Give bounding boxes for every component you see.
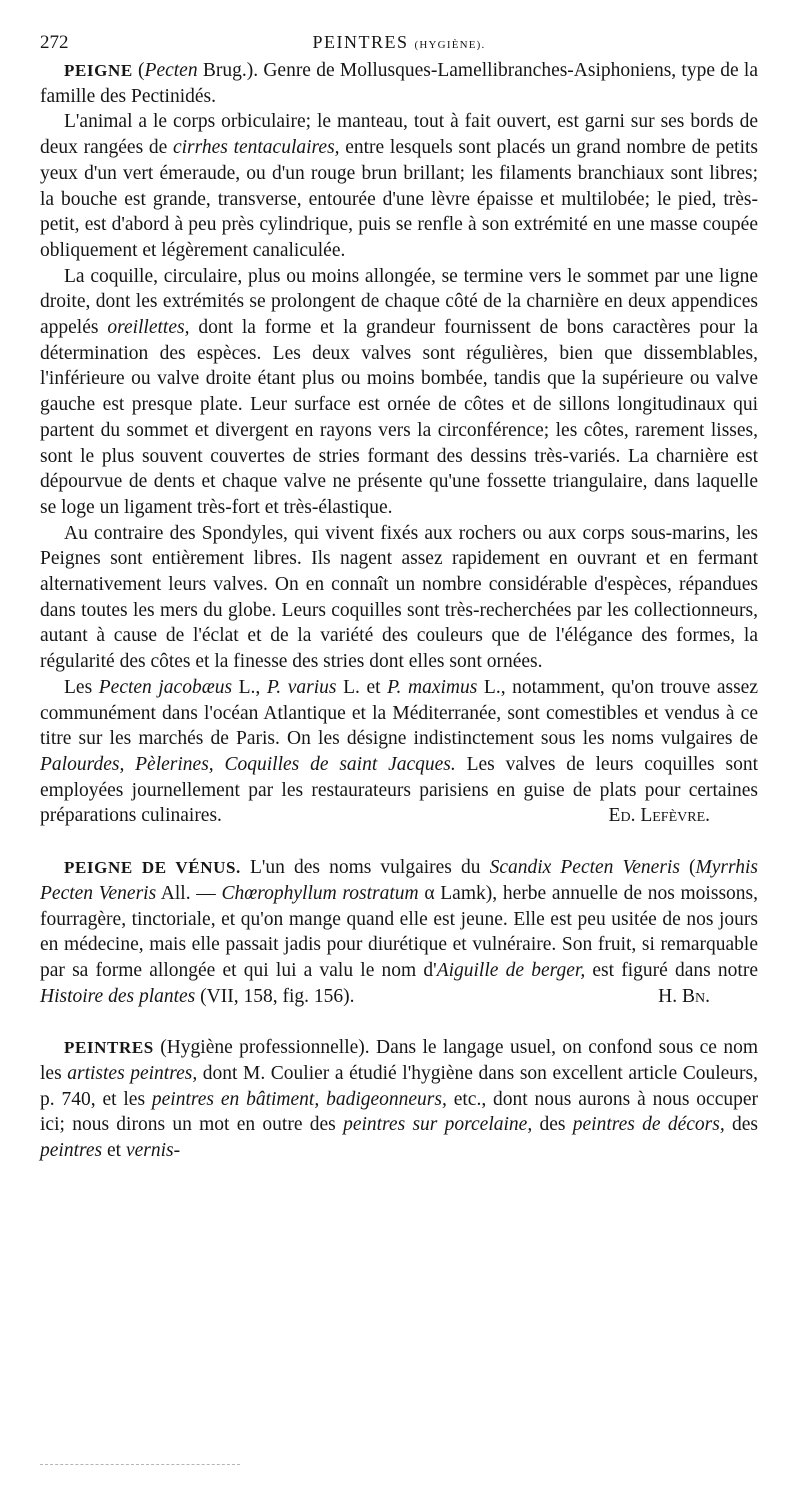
text-run: L.,	[232, 676, 267, 698]
author-signature: H. Bn.	[658, 985, 710, 1007]
text-run: L'animal a le corps orbiculaire; le manteau, tout à fait ouvert, est garni sur ses bords de deux rangées de	[40, 111, 758, 159]
italic-run: peintres sur porcelaine,	[343, 1114, 533, 1136]
italic-run: Palourdes, Pèlerines, Coquilles de saint Jacques.	[40, 753, 456, 775]
italic-run: Scandix Pecten Veneris	[489, 857, 680, 879]
italic-run: Chœrophyllum rostratum	[221, 882, 419, 904]
text-run: entre lesquels sont placés un grand nombre de petits yeux d'un vert émeraude, ou d'un rouge brun brillant; les filaments branchiaux sont libres; la bouche est grande, transverse, entourée d'une lèvre épaisse et multilobée; le pied, très-petit, est d'abord à peu près cylindrique, puis se renfle à son extrémité en une masse coupée obliquement et légèrement canaliculée.	[40, 137, 758, 261]
text-run: L'un des noms vulgaires du	[240, 857, 490, 879]
italic-run: Pecten	[144, 60, 198, 81]
entry-peintres	[40, 1035, 758, 1164]
italic-run: cirrhes tentaculaires,	[172, 137, 340, 159]
italic-run: Aiguille de berger,	[436, 959, 586, 981]
text-run: etc., dont nous aurons à nous occuper ici; nous dirons un mot en outre des	[40, 1088, 758, 1136]
page-header	[40, 0, 758, 58]
text-run: dont M. Coulier a étudié l'hygiène dans son excellent article Couleurs, p. 740, et les	[40, 1063, 758, 1110]
italic-run: peintres	[40, 1140, 103, 1162]
entry-term: PEIGNE DE VÉNUS.	[64, 858, 241, 878]
italic-run: Myrrhis Pecten Veneris	[40, 857, 759, 904]
entry-separator	[40, 829, 758, 855]
italic-run: peintres en bâtiment, badigeonneurs,	[151, 1088, 447, 1110]
paragraph	[40, 109, 758, 263]
text-run: Les	[64, 676, 99, 698]
italic-run: oreillettes,	[107, 317, 190, 339]
text-run: (	[132, 60, 145, 81]
italic-run: Pecten jacobæus	[98, 676, 233, 698]
paragraph	[40, 1035, 758, 1164]
author-signature: Ed. Lefèvre.	[608, 805, 710, 827]
text-run: (VII, 158, fig. 156).	[195, 985, 355, 1007]
footer-rule	[40, 1464, 240, 1465]
entry-term: PEIGNE	[64, 61, 133, 80]
paragraph	[40, 675, 758, 829]
text-run: Brug.). Genre de Mollusques-Lamellibranches-Asiphoniens, type de la famille des Pectinidés.	[40, 60, 758, 107]
italic-run: vernis-	[125, 1140, 181, 1162]
entry-peigne-de-venus	[40, 855, 758, 1009]
entry-separator	[40, 1009, 758, 1035]
page-number: 272	[40, 32, 69, 53]
running-title	[40, 32, 758, 53]
running-title-main: PEINTRES	[312, 32, 409, 52]
text-run: dont la forme et la grandeur fournissent de bons caractères pour la détermination des espèces. Les deux valves sont régulières, bien que dissemblables, l'inférieure ou valve droite étant plus ou moins bombée, tandis que la supérieure ou valve gauche est presque plate. Leur surface est ornée de côtes et de sillons longitudinaux qui partent du sommet et divergent en rayons vers la circonférence; les côtes, rarement lisses, sont le plus souvent couvertes de stries formant des dessins très-variés. La charnière est dépourvue de dents et chaque valve ne présente qu'une fossette triangulaire, dans laquelle se loge un ligament très-fort et très-élastique.	[40, 317, 758, 518]
text-run: L. et	[336, 676, 388, 698]
text-run: Les valves de leurs coquilles sont employées journellement par les restaurateurs parisiens en guise de plats pour certaines préparations culinaires.	[40, 753, 758, 827]
text-run: All. —	[156, 882, 222, 904]
italic-run: artistes peintres,	[67, 1063, 198, 1085]
text-run: L., notamment, qu'on trouve assez communément dans l'océan Atlantique et la Méditerranée, sont comestibles et vendus à ce titre sur les marchés de Paris. On les désigne indistinctement sous les noms vulgaires de	[40, 676, 758, 750]
paragraph	[40, 58, 758, 109]
paragraph	[40, 855, 758, 1009]
text-run: est figuré dans notre	[585, 959, 759, 981]
paragraph: Au contraire des Spondyles, qui vivent fixés aux rochers ou aux corps sous-marins, les Peignes sont entièrement libres. Ils nagent assez rapidement en ouvrant et en fermant alternativement leurs valves. On en connaît un nombre considérable d'espèces, répandues dans toutes les mers du globe. Leurs coquilles sont très-recherchées par les collectionneurs, autant à cause de l'éclat et de la variété des couleurs que de l'élégance des formes, la régularité des côtes et la finesse des stries dont elles sont ornées.	[40, 522, 758, 673]
text-run: (	[679, 857, 696, 879]
running-title-section: (HYGIÈNE).	[414, 39, 486, 51]
paragraph	[40, 264, 758, 521]
italic-run: P. varius	[266, 676, 337, 698]
italic-run: Histoire des plantes	[40, 985, 196, 1007]
italic-run: P. maximus	[387, 676, 478, 698]
entry-peigne	[40, 58, 758, 829]
text-run: des	[724, 1114, 758, 1136]
text-run: et	[102, 1140, 126, 1162]
text-run: La coquille, circulaire, plus ou moins allongée, se termine vers le sommet par une ligne droite, dont les extrémités se prolongent de chaque côté de la charnière en deux appendices appelés	[40, 265, 758, 339]
entry-term: PEINTRES	[64, 1038, 154, 1058]
text-run: α Lamk), herbe annuelle de nos moissons, fourragère, tinctoriale, et qu'on mange quand elle est jeune. Elle est peu usitée de nos jours en médecine, mais elle passait jadis pour diurétique et vulnéraire. Son fruit, si remarquable par sa forme allongée et qui lui a valu le nom d'	[40, 882, 758, 981]
italic-run: peintres de décors,	[572, 1114, 725, 1136]
text-run: (Hygiène professionnelle). Dans le langage usuel, on confond sous ce nom les	[40, 1037, 758, 1085]
text-run: des	[532, 1114, 573, 1136]
